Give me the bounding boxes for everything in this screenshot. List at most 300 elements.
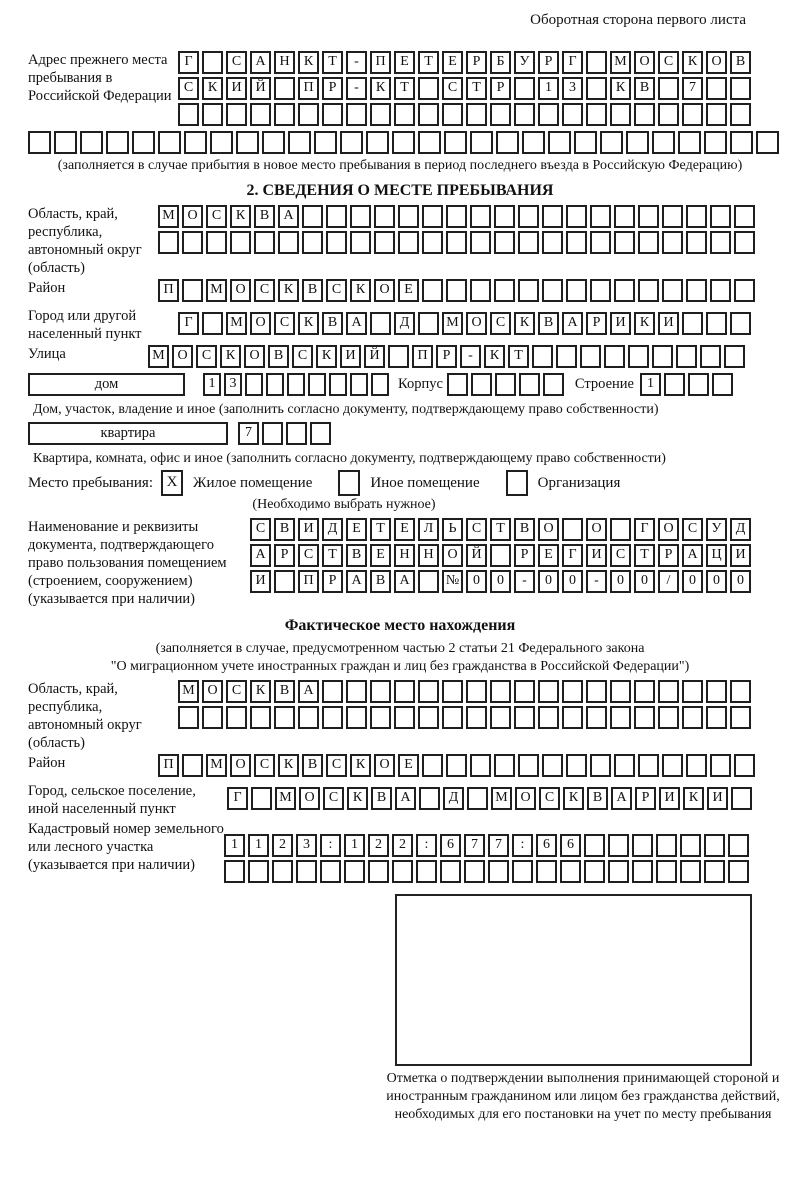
char-cell[interactable] [734,279,755,302]
char-cell[interactable]: К [350,279,371,302]
char-cell[interactable]: 1 [640,373,661,396]
char-cell[interactable] [370,706,391,729]
char-cell[interactable]: К [278,279,299,302]
char-cell[interactable]: С [323,787,344,810]
char-cell[interactable]: К [220,345,241,368]
char-cell[interactable] [634,706,655,729]
char-cell[interactable] [686,754,707,777]
char-cell[interactable] [416,860,437,883]
char-cell[interactable] [418,312,439,335]
char-cell[interactable]: П [298,570,319,593]
char-cell[interactable] [248,860,269,883]
char-cell[interactable]: А [562,312,583,335]
char-cell[interactable] [756,131,779,154]
char-cell[interactable]: М [148,345,169,368]
char-cell[interactable]: О [374,279,395,302]
char-cell[interactable] [710,279,731,302]
char-cell[interactable] [418,103,439,126]
char-cell[interactable]: К [278,754,299,777]
char-cell[interactable]: 0 [706,570,727,593]
char-cell[interactable]: 0 [466,570,487,593]
char-cell[interactable]: 0 [634,570,655,593]
char-cell[interactable] [514,103,535,126]
char-cell[interactable] [536,860,557,883]
char-cell[interactable] [724,345,745,368]
char-cell[interactable] [734,231,755,254]
char-cell[interactable]: Й [364,345,385,368]
char-cell[interactable] [251,787,272,810]
char-cell[interactable]: Е [398,754,419,777]
char-cell[interactable]: С [658,51,679,74]
char-cell[interactable] [586,51,607,74]
char-cell[interactable] [518,279,539,302]
char-cell[interactable] [658,706,679,729]
char-cell[interactable] [440,860,461,883]
char-cell[interactable] [446,279,467,302]
char-cell[interactable] [471,373,492,396]
char-cell[interactable] [566,231,587,254]
char-cell[interactable] [734,205,755,228]
char-cell[interactable] [584,860,605,883]
char-cell[interactable]: А [346,570,367,593]
char-cell[interactable] [542,279,563,302]
char-cell[interactable] [388,345,409,368]
char-cell[interactable] [442,706,463,729]
char-cell[interactable] [634,103,655,126]
char-cell[interactable] [522,131,545,154]
char-cell[interactable]: Р [514,544,535,567]
char-cell[interactable] [542,231,563,254]
char-cell[interactable]: В [370,570,391,593]
char-cell[interactable] [470,754,491,777]
char-cell[interactable]: Е [398,279,419,302]
char-cell[interactable] [638,205,659,228]
char-cell[interactable]: - [514,570,535,593]
char-cell[interactable] [730,131,753,154]
char-cell[interactable]: М [206,754,227,777]
char-cell[interactable]: А [346,312,367,335]
char-cell[interactable]: С [298,544,319,567]
char-cell[interactable]: О [706,51,727,74]
char-cell[interactable] [590,279,611,302]
char-cell[interactable]: Е [538,544,559,567]
char-cell[interactable]: С [610,544,631,567]
char-cell[interactable] [566,279,587,302]
char-cell[interactable]: Р [466,51,487,74]
char-cell[interactable] [262,131,285,154]
char-cell[interactable]: К [230,205,251,228]
char-cell[interactable]: 0 [730,570,751,593]
char-cell[interactable]: П [412,345,433,368]
char-cell[interactable] [658,680,679,703]
char-cell[interactable] [254,231,275,254]
char-cell[interactable] [706,312,727,335]
char-cell[interactable]: О [374,754,395,777]
char-cell[interactable] [314,131,337,154]
char-cell[interactable]: - [460,345,481,368]
char-cell[interactable]: Д [394,312,415,335]
char-cell[interactable]: В [274,518,295,541]
char-cell[interactable] [614,754,635,777]
char-cell[interactable] [394,103,415,126]
char-cell[interactable]: В [346,544,367,567]
char-cell[interactable]: И [730,544,751,567]
char-cell[interactable] [710,754,731,777]
char-cell[interactable] [422,231,443,254]
char-cell[interactable]: С [274,312,295,335]
char-cell[interactable] [519,373,540,396]
char-cell[interactable] [54,131,77,154]
char-cell[interactable]: К [316,345,337,368]
char-cell[interactable]: : [416,834,437,857]
char-cell[interactable] [730,77,751,100]
char-cell[interactable]: В [730,51,751,74]
char-cell[interactable] [490,706,511,729]
char-cell[interactable] [638,231,659,254]
char-cell[interactable]: М [491,787,512,810]
char-cell[interactable] [686,231,707,254]
char-cell[interactable]: С [442,77,463,100]
char-cell[interactable] [704,860,725,883]
char-cell[interactable] [626,131,649,154]
char-cell[interactable] [562,706,583,729]
char-cell[interactable] [710,231,731,254]
char-cell[interactable] [494,205,515,228]
char-cell[interactable] [446,231,467,254]
char-cell[interactable] [728,834,749,857]
char-cell[interactable] [590,205,611,228]
char-cell[interactable]: А [611,787,632,810]
char-cell[interactable]: М [610,51,631,74]
char-cell[interactable]: 0 [562,570,583,593]
char-cell[interactable] [662,231,683,254]
char-cell[interactable]: Т [394,77,415,100]
char-cell[interactable]: С [206,205,227,228]
char-cell[interactable] [560,860,581,883]
char-cell[interactable] [706,680,727,703]
char-cell[interactable]: Р [538,51,559,74]
char-cell[interactable]: В [538,312,559,335]
char-cell[interactable]: Г [562,544,583,567]
char-cell[interactable] [706,77,727,100]
checkbox-other-premises[interactable] [338,470,360,496]
char-cell[interactable] [178,103,199,126]
char-cell[interactable]: Г [562,51,583,74]
char-cell[interactable] [652,345,673,368]
char-cell[interactable] [712,373,733,396]
char-cell[interactable] [730,103,751,126]
char-cell[interactable] [470,205,491,228]
char-cell[interactable] [682,103,703,126]
char-cell[interactable] [442,680,463,703]
char-cell[interactable] [514,77,535,100]
char-cell[interactable]: 7 [682,77,703,100]
char-cell[interactable]: 1 [344,834,365,857]
char-cell[interactable] [580,345,601,368]
char-cell[interactable]: № [442,570,463,593]
char-cell[interactable]: Б [490,51,511,74]
char-cell[interactable]: О [515,787,536,810]
char-cell[interactable] [600,131,623,154]
char-cell[interactable]: И [659,787,680,810]
char-cell[interactable] [322,103,343,126]
char-cell[interactable]: М [442,312,463,335]
char-cell[interactable]: А [278,205,299,228]
char-cell[interactable] [346,706,367,729]
char-cell[interactable]: К [610,77,631,100]
char-cell[interactable]: С [466,518,487,541]
char-cell[interactable] [731,787,752,810]
char-cell[interactable] [226,706,247,729]
char-cell[interactable]: О [244,345,265,368]
char-cell[interactable] [350,373,368,396]
char-cell[interactable]: К [298,51,319,74]
char-cell[interactable]: Т [322,544,343,567]
char-cell[interactable] [566,205,587,228]
char-cell[interactable]: / [658,570,679,593]
char-cell[interactable]: Т [418,51,439,74]
char-cell[interactable] [734,754,755,777]
char-cell[interactable]: 6 [536,834,557,857]
char-cell[interactable] [686,279,707,302]
char-cell[interactable] [490,544,511,567]
char-cell[interactable] [584,834,605,857]
char-cell[interactable] [586,77,607,100]
char-cell[interactable]: 2 [272,834,293,857]
char-cell[interactable] [730,680,751,703]
char-cell[interactable]: О [586,518,607,541]
char-cell[interactable] [490,103,511,126]
char-cell[interactable] [28,131,51,154]
char-cell[interactable] [730,312,751,335]
char-cell[interactable]: К [347,787,368,810]
char-cell[interactable] [494,231,515,254]
char-cell[interactable]: Т [370,518,391,541]
char-cell[interactable]: Н [418,544,439,567]
char-cell[interactable] [470,231,491,254]
char-cell[interactable] [704,131,727,154]
char-cell[interactable]: М [158,205,179,228]
char-cell[interactable]: Р [586,312,607,335]
char-cell[interactable] [662,754,683,777]
char-cell[interactable]: 3 [296,834,317,857]
char-cell[interactable]: П [158,754,179,777]
char-cell[interactable] [590,754,611,777]
char-cell[interactable]: Й [466,544,487,567]
char-cell[interactable] [652,131,675,154]
char-cell[interactable]: : [512,834,533,857]
char-cell[interactable] [496,131,519,154]
char-cell[interactable]: А [250,544,271,567]
char-cell[interactable]: П [370,51,391,74]
char-cell[interactable] [514,706,535,729]
char-cell[interactable] [467,787,488,810]
char-cell[interactable]: Р [322,77,343,100]
char-cell[interactable] [538,103,559,126]
char-cell[interactable]: О [466,312,487,335]
char-cell[interactable] [245,373,263,396]
char-cell[interactable] [340,131,363,154]
char-cell[interactable] [586,103,607,126]
char-cell[interactable]: Е [394,518,415,541]
char-cell[interactable] [682,706,703,729]
char-cell[interactable]: О [299,787,320,810]
char-cell[interactable] [346,103,367,126]
char-cell[interactable]: Г [227,787,248,810]
char-cell[interactable] [494,754,515,777]
char-cell[interactable]: В [268,345,289,368]
char-cell[interactable] [310,422,331,445]
char-cell[interactable]: Д [730,518,751,541]
char-cell[interactable] [682,680,703,703]
char-cell[interactable]: В [302,754,323,777]
char-cell[interactable] [680,834,701,857]
checkbox-residential[interactable]: X [161,470,183,496]
char-cell[interactable] [610,518,631,541]
char-cell[interactable] [518,231,539,254]
char-cell[interactable] [366,131,389,154]
char-cell[interactable] [158,231,179,254]
char-cell[interactable]: М [178,680,199,703]
char-cell[interactable] [422,205,443,228]
char-cell[interactable]: 0 [538,570,559,593]
char-cell[interactable]: М [226,312,247,335]
char-cell[interactable] [704,834,725,857]
char-cell[interactable]: И [707,787,728,810]
char-cell[interactable]: Е [442,51,463,74]
char-cell[interactable] [447,373,468,396]
char-cell[interactable] [298,103,319,126]
char-cell[interactable] [614,205,635,228]
char-cell[interactable] [202,312,223,335]
char-cell[interactable] [658,77,679,100]
char-cell[interactable]: В [587,787,608,810]
char-cell[interactable]: С [254,279,275,302]
char-cell[interactable] [418,706,439,729]
char-cell[interactable] [350,231,371,254]
char-cell[interactable]: Г [178,51,199,74]
char-cell[interactable] [288,131,311,154]
char-cell[interactable] [638,754,659,777]
char-cell[interactable] [562,518,583,541]
char-cell[interactable]: К [563,787,584,810]
char-cell[interactable]: Л [418,518,439,541]
char-cell[interactable] [586,706,607,729]
char-cell[interactable] [322,706,343,729]
char-cell[interactable]: В [634,77,655,100]
char-cell[interactable]: Е [394,51,415,74]
char-cell[interactable] [230,231,251,254]
char-cell[interactable]: О [230,754,251,777]
char-cell[interactable] [206,231,227,254]
char-cell[interactable]: А [298,680,319,703]
char-cell[interactable] [590,231,611,254]
char-cell[interactable]: 7 [238,422,259,445]
char-cell[interactable]: Р [322,570,343,593]
char-cell[interactable]: К [514,312,535,335]
char-cell[interactable] [266,373,284,396]
char-cell[interactable] [302,231,323,254]
char-cell[interactable]: У [706,518,727,541]
char-cell[interactable]: Й [250,77,271,100]
char-cell[interactable]: О [538,518,559,541]
char-cell[interactable]: О [442,544,463,567]
char-cell[interactable] [562,680,583,703]
char-cell[interactable] [470,279,491,302]
char-cell[interactable] [556,345,577,368]
char-cell[interactable] [184,131,207,154]
char-cell[interactable] [182,754,203,777]
char-cell[interactable]: Ц [706,544,727,567]
char-cell[interactable] [686,205,707,228]
char-cell[interactable] [418,680,439,703]
char-cell[interactable]: 3 [224,373,242,396]
char-cell[interactable] [442,103,463,126]
char-cell[interactable] [302,205,323,228]
char-cell[interactable] [574,131,597,154]
char-cell[interactable]: К [298,312,319,335]
char-cell[interactable] [495,373,516,396]
char-cell[interactable]: 6 [440,834,461,857]
char-cell[interactable] [490,680,511,703]
char-cell[interactable]: К [682,51,703,74]
char-cell[interactable] [662,205,683,228]
char-cell[interactable]: К [350,754,371,777]
char-cell[interactable] [272,860,293,883]
char-cell[interactable]: С [250,518,271,541]
char-cell[interactable]: Т [322,51,343,74]
char-cell[interactable] [676,345,697,368]
char-cell[interactable] [398,205,419,228]
char-cell[interactable]: Е [346,518,367,541]
char-cell[interactable] [370,680,391,703]
char-cell[interactable] [614,231,635,254]
checkbox-organization[interactable] [506,470,528,496]
char-cell[interactable] [518,754,539,777]
char-cell[interactable] [730,706,751,729]
char-cell[interactable] [632,860,653,883]
char-cell[interactable]: К [202,77,223,100]
char-cell[interactable]: К [683,787,704,810]
char-cell[interactable] [634,680,655,703]
char-cell[interactable] [371,373,389,396]
char-cell[interactable] [368,860,389,883]
char-cell[interactable] [224,860,245,883]
char-cell[interactable]: И [658,312,679,335]
char-cell[interactable] [656,834,677,857]
char-cell[interactable]: С [178,77,199,100]
char-cell[interactable] [538,706,559,729]
char-cell[interactable]: О [230,279,251,302]
char-cell[interactable]: О [658,518,679,541]
char-cell[interactable]: Е [370,544,391,567]
char-cell[interactable] [488,860,509,883]
char-cell[interactable]: Д [443,787,464,810]
char-cell[interactable]: Г [178,312,199,335]
char-cell[interactable] [182,231,203,254]
char-cell[interactable]: Р [436,345,457,368]
char-cell[interactable]: А [395,787,416,810]
char-cell[interactable]: О [182,205,203,228]
char-cell[interactable] [538,680,559,703]
char-cell[interactable]: Н [274,51,295,74]
char-cell[interactable]: 1 [224,834,245,857]
char-cell[interactable]: 0 [490,570,511,593]
char-cell[interactable] [344,860,365,883]
char-cell[interactable] [132,131,155,154]
char-cell[interactable] [542,205,563,228]
char-cell[interactable] [518,205,539,228]
